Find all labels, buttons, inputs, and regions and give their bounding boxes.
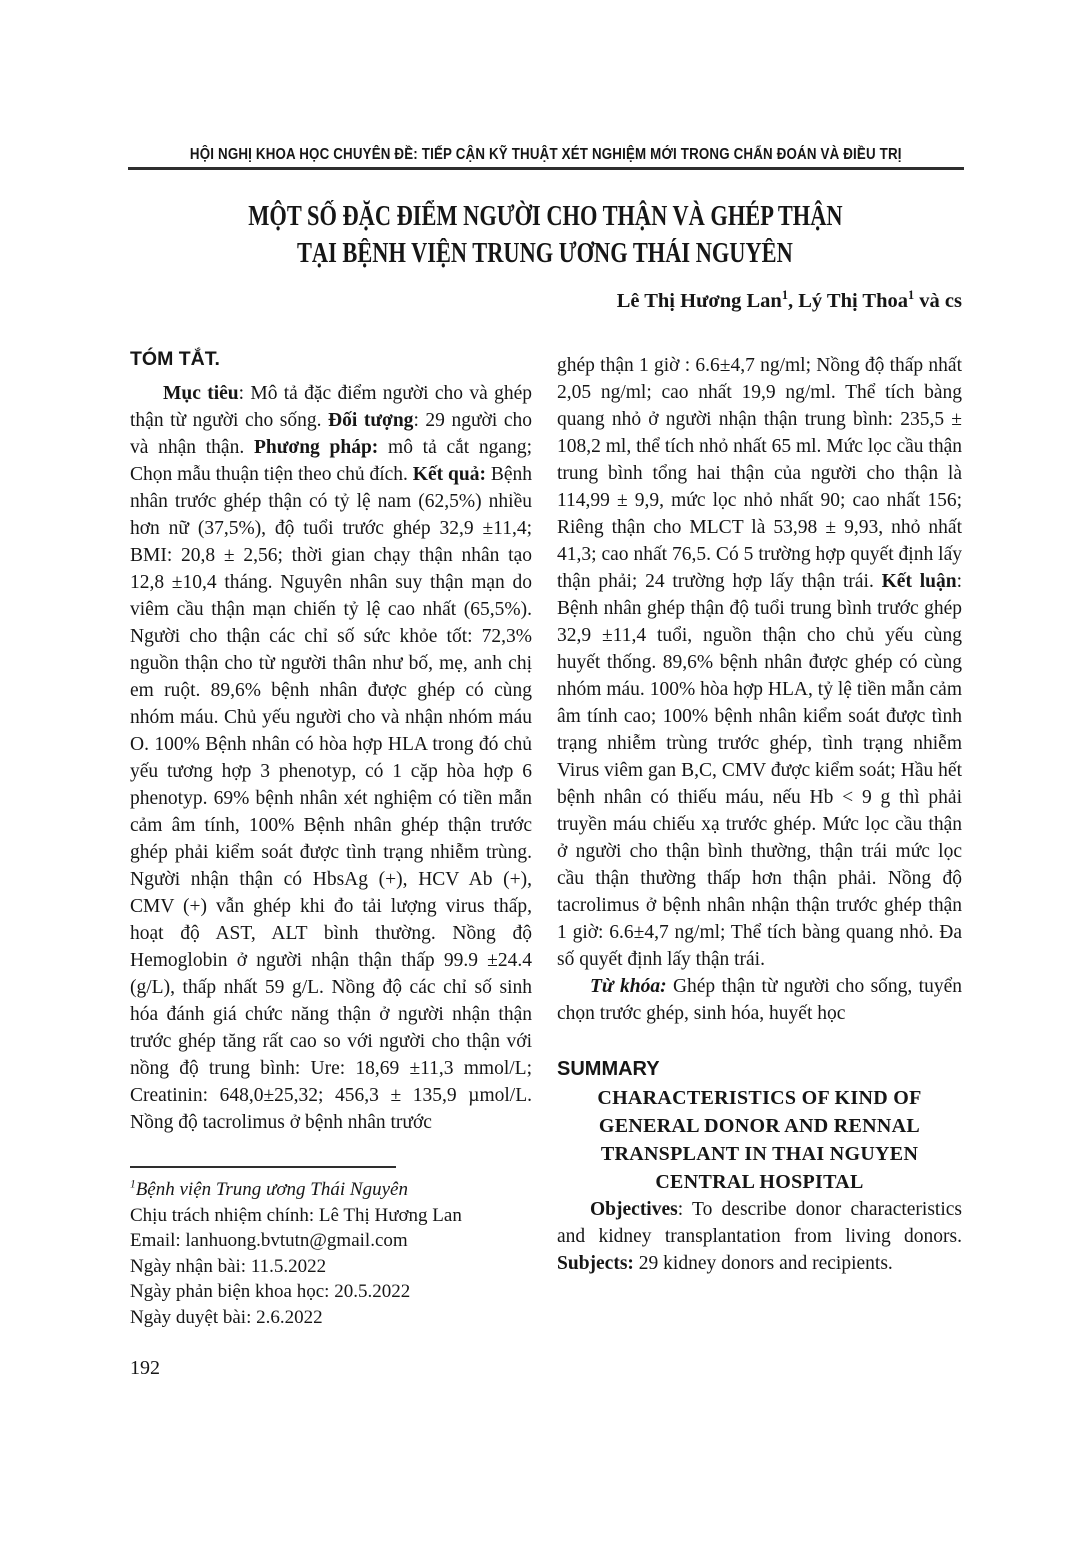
summary-title bbox=[557, 1084, 962, 1196]
left-column bbox=[130, 346, 532, 1136]
footnote-line: Email: lanhuong.bvtutn@gmail.com bbox=[130, 1230, 408, 1252]
summary-title-line: GENERAL DONOR AND RENNAL bbox=[598, 1115, 921, 1137]
keywords-paragraph: Từ khóa: Ghép thận từ người cho sống, tuyển chọn trước ghép, sinh hóa, huyết học bbox=[557, 976, 962, 1024]
authors-line: Lê Thị Hương Lan$^1$, Lý Thị Thoa$^1$ và cs bbox=[616, 288, 962, 312]
running-header-text: HỘI NGHỊ KHOA HỌC CHUYÊN ĐỀ: TIẾP CẬN KỸ THUẬT XÉT NGHIỆM MỚI TRONG CHẨN ĐOÁN VÀ ĐIỀU TRỊ bbox=[190, 146, 902, 163]
abstract-paragraph: Mục tiêu: Mô tả đặc điểm người cho và ghép thận từ người cho sống. Đối tượng: 29 người cho và nhận thận. Phương pháp: mô tả cắt ngang; Chọn mẫu thuận tiện theo chủ đích. Kết quả: Bệnh nhân trước ghép thận có tỷ lệ nam (62,5%) nhiều hơn nữ (37,5%), độ tuổi trước ghép 32,9 ±11,4; BMI: 20,8 ± 2,56; thời gian chạy thận nhân tạo 12,8 ±10,4 tháng. Nguyên nhân suy thận mạn do viêm cầu thận mạn chiến tỷ lệ cao nhất (65,5%). Người cho thận các chỉ số sức khỏe tốt: 72,3% nguồn thận cho từ người thân như bố, mẹ, anh chị em ruột. 89,6% bệnh nhân được ghép có cùng nhóm máu. Chủ yếu người cho và nhận nhóm máu O. 100% Bệnh nhân có hòa hợp HLA trong đó chủ yếu tương hợp 3 phenotyp, có 1 cặp hòa hợp 6 phenotyp. 69% bệnh nhân xét nghiệm có tiền mẫn cảm âm tính, 100% Bệnh nhân ghép thận trước ghép phải kiểm soát được tình trạng nhiễm trùng. Người nhận thận có HbsAg (+), HCV Ab (+), CMV (+) vẫn ghép khi đo tải lượng virus thấp, hoạt độ AST, ALT bình thường. Nồng độ Hemoglobin ở người nhận thận thấp 99.9 ±24.4 (g/L), thấp nhất 59 g/L. Nồng độ các chỉ số sinh hóa đánh giá chức năng thận ở người nhận thận trước ghép tăng rất cao so với người cho thận với nồng độ trung bình: Ure: 18,69 ±11,3 mmol/L; Creatinin: 648,0±25,32; 456,3 ± 135,9 µmol/L. Nồng độ tacrolimus ở bệnh nhân trước bbox=[130, 383, 532, 1133]
article-title bbox=[0, 198, 1090, 272]
footnote-line: Ngày duyệt bài: 2.6.2022 bbox=[130, 1306, 323, 1328]
abstract-heading: TÓM TẮT. bbox=[130, 348, 220, 370]
right-column bbox=[557, 352, 962, 1277]
article-title-line1: MỘT SỐ ĐẶC ĐIỂM NGƯỜI CHO THẬN VÀ GHÉP THẬN bbox=[247, 201, 843, 232]
footnote-line: Chịu trách nhiệm chính: Lê Thị Hương Lan bbox=[130, 1204, 462, 1226]
footnote-line: Ngày phản biện khoa học: 20.5.2022 bbox=[130, 1281, 411, 1303]
article-title-line2: TẠI BỆNH VIỆN TRUNG ƯƠNG THÁI NGUYÊN bbox=[297, 238, 793, 269]
summary-heading: SUMMARY bbox=[557, 1058, 660, 1080]
summary-objectives-paragraph: Objectives: To describe donor characteristics and kidney transplantation from living donors. Subjects: 29 kidney donors and recipients. bbox=[557, 1199, 962, 1274]
abstract-continued-paragraph: ghép thận 1 giờ : 6.6±4,7 ng/ml; Nồng độ thấp nhất 2,05 ng/ml; cao nhất 19,9 ng/ml. Thể tích bàng quang nhỏ ở người nhận thận trung bình: 235,5 ± 108,2 ml, thể tích nhỏ nhất 65 ml. Mức lọc cầu thận trung bình tổng hai thận của người cho thận là 114,99 ± 9,9, mức lọc nhỏ nhất 90; cao nhất 156; Riêng thận cho MLCT là 53,98 ± 9,93, nhỏ nhất 41,3; cao nhất 76,5. Có 5 trường hợp quyết định lấy thận phải; 24 trường hợp lấy thận trái. Kết luận: Bệnh nhân ghép thận độ tuổi trung bình trước ghép 32,9 ±11,4 tuổi, nguồn thận cho chủ yếu cùng huyết thống. 89,6% bệnh nhân được ghép có cùng nhóm máu. 100% hòa hợp HLA, tỷ lệ tiền mẫn cảm âm tính cao; 100% bệnh nhân kiểm soát được tình trạng nhiễm trùng trước ghép, tình trạng nhiễm Virus viêm gan B,C, CMV được kiểm soát; Hầu hết bệnh nhân có thiếu máu, nếu Hb < 9 g thì phải truyền máu chiếu xạ trước ghép. Mức lọc cầu thận ở người cho thận bình thường, thận trái mức lọc cầu thận thường thấp hơn thận phải. Nồng độ tacrolimus ở bệnh nhân nhận thận trước ghép thận 1 giờ: 6.6±4,7 ng/ml; Thể tích bàng quang nhỏ. Đa số quyết định lấy thận trái. bbox=[557, 355, 962, 970]
page-number: 192 bbox=[130, 1357, 160, 1379]
footnote-divider bbox=[130, 1166, 396, 1168]
footnote-affiliation: $^1$Bệnh viện Trung ương Thái Nguyên bbox=[130, 1178, 408, 1200]
summary-title-line: CHARACTERISTICS OF KIND OF bbox=[597, 1087, 922, 1109]
header-divider bbox=[128, 167, 964, 170]
summary-title-line: TRANSPLANT IN THAI NGUYEN bbox=[600, 1143, 919, 1165]
footnote-line: Ngày nhận bài: 11.5.2022 bbox=[130, 1255, 327, 1277]
summary-title-line: CENTRAL HOSPITAL bbox=[655, 1171, 864, 1193]
running-header bbox=[130, 146, 962, 163]
footnote bbox=[130, 1166, 560, 1331]
